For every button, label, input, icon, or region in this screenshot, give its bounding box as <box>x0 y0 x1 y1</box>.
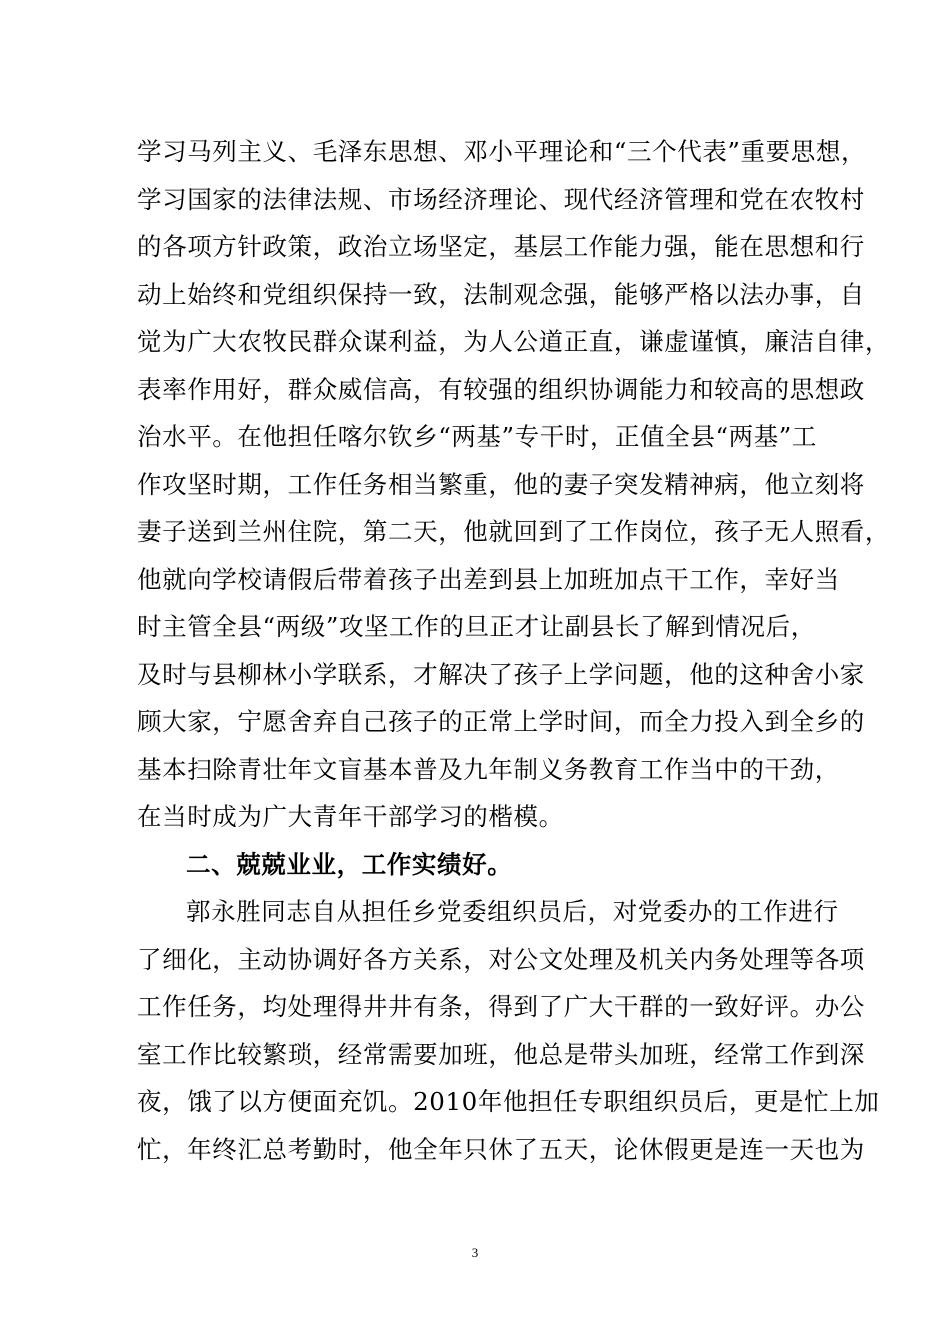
text-line: 觉为广大农牧民群众谋利益，为人公道正直，谦虚谨慎，廉洁自律， <box>137 327 890 356</box>
text-line: 治水平。在他担任喀尔钦乡“两基”专干时，正值全县“两基”工 <box>137 422 817 451</box>
text-line: 妻子送到兰州住院，第二天，他就回到了工作岗位，孩子无人照看， <box>137 517 890 546</box>
text-line: 时主管全县“两级”攻坚工作的旦正才让副县长了解到情况后， <box>137 612 816 641</box>
text-line: 夜，饿了以方便面充饥。2010年他担任专职组织员后，更是忙上加 <box>137 1087 880 1116</box>
text-line: 的各项方针政策，政治立场坚定，基层工作能力强，能在思想和行 <box>137 232 865 261</box>
text-line: 郭永胜同志自从担任乡党委组织员后，对党委办的工作进行 <box>186 897 839 926</box>
text-line: 工作任务，均处理得井井有条，得到了广大干群的一致好评。办公 <box>137 992 865 1021</box>
text-line: 作攻坚时期，工作任务相当繁重，他的妻子突发精神病，他立刻将 <box>137 469 865 499</box>
text-line: 表率作用好，群众威信高，有较强的组织协调能力和较高的思想政 <box>137 374 865 404</box>
text-line: 在当时成为广大青年干部学习的楷模。 <box>137 802 564 831</box>
text-line: 顾大家，宁愿舍弃自己孩子的正常上学时间，而全力投入到全乡的 <box>137 707 865 736</box>
text-line: 了细化，主动协调好各方关系，对公文处理及机关内务处理等各项 <box>137 944 865 974</box>
page-number: 3 <box>471 1245 479 1260</box>
text-line: 室工作比较繁琐，经常需要加班，他总是带头加班，经常工作到深 <box>137 1039 865 1069</box>
text-line: 动上始终和党组织保持一致，法制观念强，能够严格以法办事，自 <box>137 279 865 309</box>
text-line: 他就向学校请假后带着孩子出差到县上加班加点干工作，幸好当 <box>137 564 840 594</box>
text-line: 学习马列主义、毛泽东思想、邓小平理论和“三个代表”重要思想， <box>137 137 867 166</box>
text-line: 忙，年终汇总考勤时，他全年只休了五天，论休假更是连一天也为 <box>137 1134 865 1164</box>
text-line: 学习国家的法律法规、市场经济理论、现代经济管理和党在农牧村 <box>137 184 865 214</box>
section-heading: 二、兢兢业业，工作实绩好。 <box>186 849 513 879</box>
body-text <box>137 128 890 1173</box>
text-line: 及时与县柳林小学联系，才解决了孩子上学问题，他的这种舍小家 <box>137 659 865 689</box>
text-line: 基本扫除青壮年文盲基本普及九年制义务教育工作当中的干劲， <box>137 754 840 784</box>
